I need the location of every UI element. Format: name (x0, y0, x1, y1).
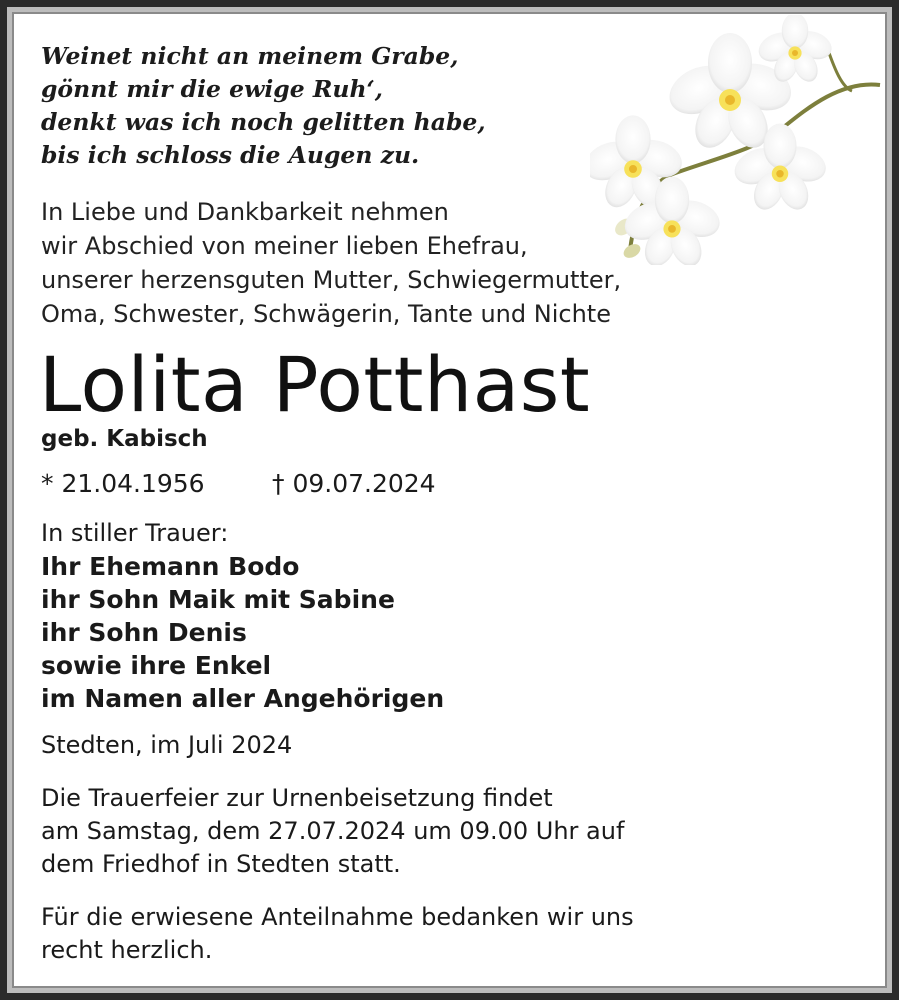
mourner-line: ihr Sohn Denis (41, 618, 247, 647)
farewell-line: In Liebe und Dankbarkeit nehmen (41, 198, 449, 226)
farewell-line: unserer herzensguten Mutter, Schwiegermutter, (41, 266, 622, 294)
ceremony-info (41, 782, 624, 881)
ceremony-line: dem Friedhof in Stedten statt. (41, 850, 401, 878)
poem-line: denkt was ich noch gelitten habe, (41, 108, 486, 136)
poem-line: Weinet nicht an meinem Grabe, (41, 42, 459, 70)
poem-line: bis ich schloss die Augen zu. (41, 141, 420, 169)
mourners-list (41, 550, 444, 715)
thanks-line: recht herzlich. (41, 936, 213, 964)
birth-date: * 21.04.1956 (41, 469, 205, 498)
poem (41, 40, 486, 172)
poem-line: gönnt mir die ewige Ruh‘, (41, 75, 383, 103)
life-dates (41, 468, 436, 500)
mourner-line: Ihr Ehemann Bodo (41, 552, 300, 581)
ceremony-line: am Samstag, dem 27.07.2024 um 09.00 Uhr auf (41, 817, 625, 845)
deceased-name: Lolita Potthast (39, 340, 591, 429)
mourner-line: ihr Sohn Maik mit Sabine (41, 585, 395, 614)
orchid-image (590, 15, 885, 265)
thanks-note (41, 901, 634, 967)
thanks-line: Für die erwiesene Anteilnahme bedanken wir uns (41, 903, 634, 931)
place-date: Stedten, im Juli 2024 (41, 731, 293, 759)
death-date: † 09.07.2024 (272, 469, 436, 498)
mourner-line: sowie ihre Enkel (41, 651, 272, 680)
farewell-line: wir Abschied von meiner lieben Ehefrau, (41, 232, 528, 260)
mourner-line: im Namen aller Angehörigen (41, 684, 445, 713)
maiden-name: geb. Kabisch (41, 426, 208, 452)
ceremony-line: Die Trauerfeier zur Urnenbeisetzung findet (41, 784, 553, 812)
farewell-line: Oma, Schwester, Schwägerin, Tante und Nichte (41, 300, 611, 328)
farewell-text (41, 195, 621, 331)
mourners-heading: In stiller Trauer: (41, 519, 229, 547)
